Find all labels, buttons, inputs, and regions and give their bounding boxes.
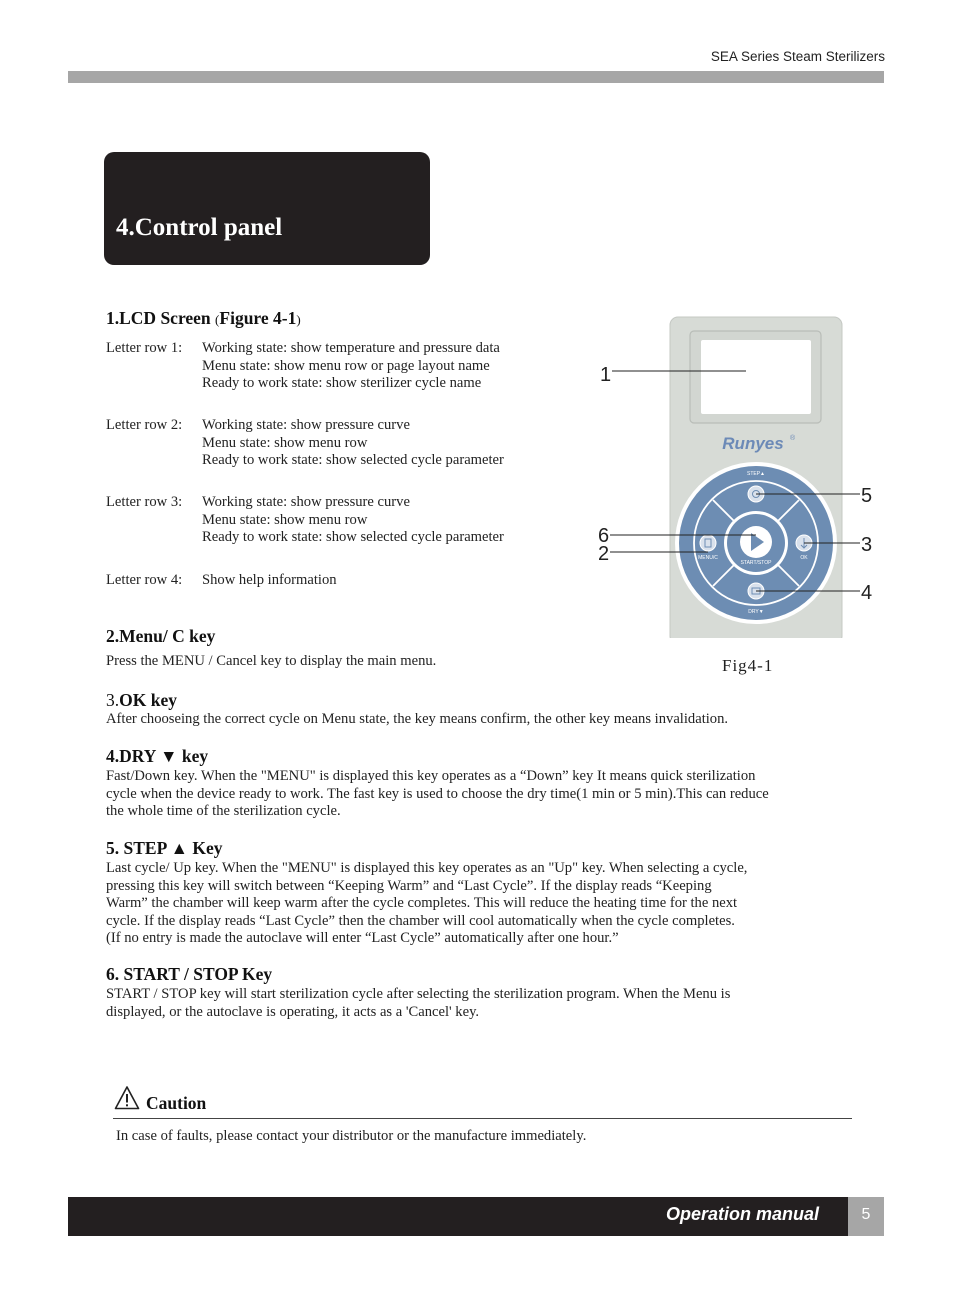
ok-key-heading: 3.OK key xyxy=(106,690,177,710)
letter-row-1-label: Letter row 1: xyxy=(106,340,183,356)
step-key-label: STEP▲ xyxy=(746,471,766,477)
section-title: 4.Control panel xyxy=(116,214,283,241)
callout-number-3: 3 xyxy=(861,534,873,556)
caution-text: In case of faults, please contact your distributor or the manufacture immediately. xyxy=(116,1128,587,1144)
start-key-heading: 6. START / STOP Key xyxy=(106,964,273,984)
figure-caption: Fig4-1 xyxy=(722,656,774,675)
section-title-box xyxy=(104,152,430,265)
letter-row-2-label: Letter row 2: xyxy=(106,417,183,433)
ok-key-text: After chooseing the correct cycle on Menu state, the key means confirm, the other key means invalidation. xyxy=(106,711,729,727)
menu-key-label: MENU/C xyxy=(698,555,718,561)
brand-logo: Runyes xyxy=(722,434,784,453)
letter-row-3-text: Working state: show pressure curve Menu state: show menu row Ready to work state: show selected cycle parameter xyxy=(202,494,504,546)
callout-number-6: 6 xyxy=(598,525,610,547)
dry-key-text: Fast/Down key. When the "MENU" is displayed this key operates as a “Down” key It means quick sterilization cycle when the device ready to work. The fast key is used to choose the dry time(1 min or 5 min).This can reduce the whole time of the sterilization cycle. xyxy=(106,768,769,820)
letter-row-1-text: Working state: show temperature and pressure data Menu state: show menu row or page layout name Ready to work state: show sterilizer cycle name xyxy=(202,340,500,392)
caution-divider xyxy=(113,1118,852,1119)
letter-row-4-text: Show help information xyxy=(202,572,337,588)
start-stop-key-label: START/STOP xyxy=(740,560,772,566)
menu-key-text: Press the MENU / Cancel key to display the main menu. xyxy=(106,653,437,669)
document-title: SEA Series Steam Sterilizers xyxy=(710,49,885,64)
caution-heading: Caution xyxy=(146,1093,207,1113)
lcd-screen xyxy=(701,340,811,414)
ok-key-label: OK xyxy=(800,555,808,561)
callout-number-5: 5 xyxy=(861,485,873,507)
letter-row-4-label: Letter row 4: xyxy=(106,572,183,588)
callout-number-1: 1 xyxy=(600,364,612,386)
menu-key-heading: 2.Menu/ C key xyxy=(106,626,216,646)
brand-registered-mark: ® xyxy=(790,435,796,442)
step-key-heading: 5. STEP ▲ Key xyxy=(106,838,223,858)
callout-number-2: 2 xyxy=(598,543,610,565)
dry-key-heading: 4.DRY ▼ key xyxy=(106,746,209,766)
letter-row-3-label: Letter row 3: xyxy=(106,494,183,510)
lcd-heading: 1.LCD Screen (Figure 4-1) xyxy=(106,308,301,328)
start-key-text: START / STOP key will start sterilization cycle after selecting the sterilization program. When the Menu is displayed, or the autoclave is operating, it acts as a 'Cancel' key. xyxy=(106,986,731,1020)
dry-key-label: DRY▼ xyxy=(748,609,764,615)
letter-row-2-text: Working state: show pressure curve Menu state: show menu row Ready to work state: show selected cycle parameter xyxy=(202,417,504,469)
warning-icon xyxy=(114,1085,140,1111)
callout-number-4: 4 xyxy=(861,582,873,604)
header-bar xyxy=(68,71,884,83)
footer-label: Operation manual xyxy=(665,1204,819,1224)
menu-cancel-key xyxy=(700,535,716,551)
page-number: 5 xyxy=(861,1206,871,1223)
step-key-text: Last cycle/ Up key. When the "MENU" is displayed this key operates as an "Up" key. When selecting a cycle, pressing this key will switch between “Keeping Warm” and “Last Cycle”. If the display reads “Keeping Warm” the chamber will keep warm after the cycle completes. This will reduce the heating time for the next cycle. If the display reads “Last Cycle” then the chamber will cool automatically when the cycle completes. (If no entry is made the autoclave will enter “Last Cycle” automatically after one hour.” xyxy=(106,860,748,947)
control-panel-figure xyxy=(590,312,890,638)
